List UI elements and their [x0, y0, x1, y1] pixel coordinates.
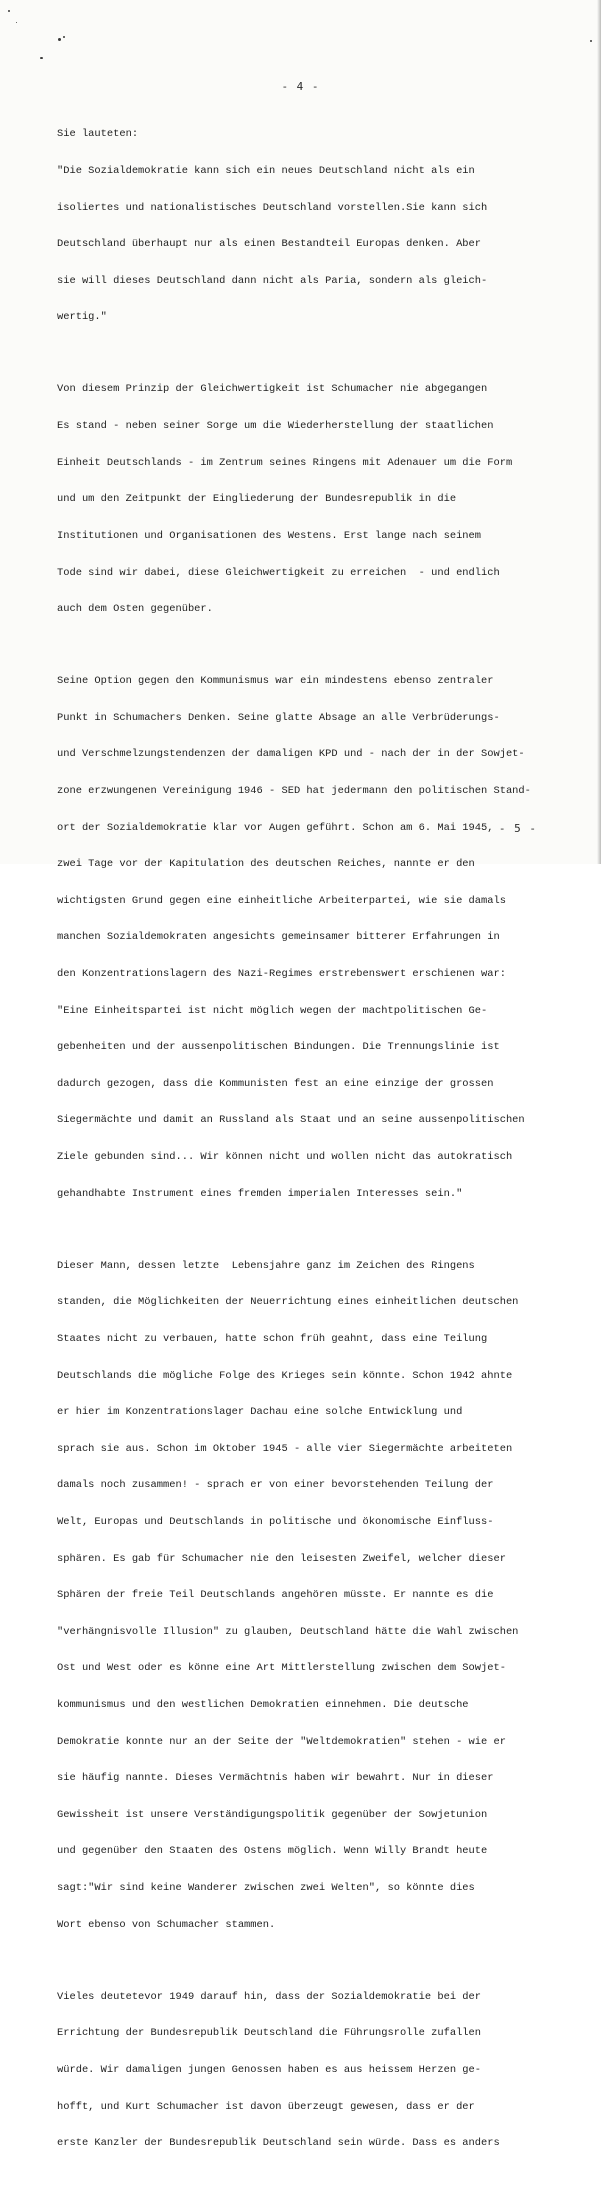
paragraph [57, 359, 587, 640]
text-line: sagt:"Wir sind keine Wanderer zwischen zwei Welten", so könnte dies [57, 1882, 475, 1895]
paragraph [57, 651, 587, 1225]
text-line: Dieser Mann, dessen letzte Lebensjahre ganz im Zeichen des Ringens [57, 1259, 475, 1272]
text-line: gehandhabte Instrument eines fremden imperialen Interesses sein." [57, 1187, 463, 1200]
text-line: Demokratie konnte nur an der Seite der "Weltdemokratien" stehen - wie er [57, 1735, 506, 1748]
text-line: Es stand - neben seiner Sorge um die Wiederherstellung der staatlichen [57, 420, 494, 433]
scan-edge-shadow [597, 0, 601, 864]
scan-speck [8, 10, 10, 12]
text-line: Institutionen und Organisationen des Westens. Erst lange nach seinem [57, 529, 482, 542]
text-line: Gewissheit ist unsere Verständigungspolitik gegenüber der Sowjetunion [57, 1808, 488, 1821]
text-line: Punkt in Schumachers Denken. Seine glatte Absage an alle Verbrüderungs- [57, 711, 500, 724]
text-line: Staates nicht zu verbauen, hatte schon früh geahnt, dass eine Teilung [57, 1332, 488, 1345]
scan-speck [16, 22, 17, 23]
text-line: Deutschland überhaupt nur als einen Bestandteil Europas denken. Aber [57, 238, 482, 251]
page-number: - 4 - [281, 80, 320, 93]
text-line: Welt, Europas und Deutschlands in politische und ökonomische Einfluss- [57, 1515, 494, 1528]
text-line: gebenheiten und der aussenpolitischen Bindungen. Die Trennungslinie ist [57, 1041, 500, 1054]
text-line: Von diesem Prinzip der Gleichwertigkeit ist Schumacher nie abgegangen [57, 383, 488, 396]
text-line: erste Kanzler der Bundesrepublik Deutschland sein würde. Dass es anders [57, 2137, 500, 2150]
text-line: Einheit Deutschlands - im Zentrum seines Ringens mit Adenauer um die Form [57, 456, 513, 469]
text-line: und gegenüber den Staaten des Ostens möglich. Wenn Willy Brandt heute [57, 1845, 488, 1858]
text-line: manchen Sozialdemokraten angesichts gemeinsamer bitterer Erfahrungen in [57, 931, 500, 944]
paragraph [57, 1966, 587, 2173]
text-line: damals noch zusammen! - sprach er von einer bevorstehenden Teilung der [57, 1479, 494, 1492]
text-line: er hier im Konzentrationslager Dachau eine solche Entwicklung und [57, 1406, 463, 1419]
text-line: Tode sind wir dabei, diese Gleichwertigkeit zu erreichen - und endlich [57, 566, 500, 579]
text-line: zone erzwungenen Vereinigung 1946 - SED hat jedermann den politischen Stand- [57, 784, 531, 797]
text-line: wichtigsten Grund gegen eine einheitliche Arbeiterpartei, wie sie damals [57, 894, 506, 907]
text-line: sie will dieses Deutschland dann nicht als Paria, sondern als gleich- [57, 274, 488, 287]
text-line: den Konzentrationslagern des Nazi-Regimes erstrebenswert erschienen war: [57, 968, 506, 981]
next-page-marker: - 5 - [498, 822, 537, 835]
text-line: sprach sie aus. Schon im Oktober 1945 - alle vier Siegermächte arbeiteten [57, 1442, 513, 1455]
paragraph [57, 104, 587, 348]
text-line: Wort ebenso von Schumacher stammen. [57, 1918, 276, 1931]
text-line: auch dem Osten gegenüber. [57, 603, 213, 616]
text-line: Seine Option gegen den Kommunismus war ein mindestens ebenso zentraler [57, 675, 494, 688]
scan-speck [58, 38, 61, 41]
document-body [57, 104, 587, 2185]
text-line: Vieles deutetevor 1949 darauf hin, dass der Sozialdemokratie bei der [57, 1990, 482, 2003]
text-line: "Die Sozialdemokratie kann sich ein neues Deutschland nicht als ein [57, 165, 475, 178]
text-line: isoliertes und nationalistisches Deutschland vorstellen.Sie kann sich [57, 201, 488, 214]
scan-speck [63, 36, 65, 38]
text-line: würde. Wir damaligen jungen Genossen haben es aus heissem Herzen ge- [57, 2063, 482, 2076]
text-line: und Verschmelzungstendenzen der damaligen KPD und - nach der in der Sowjet- [57, 748, 525, 761]
text-line: Ost und West oder es könne eine Art Mittlerstellung zwischen dem Sowjet- [57, 1662, 506, 1675]
scan-speck [40, 57, 43, 59]
text-line: und um den Zeitpunkt der Eingliederung der Bundesrepublik in die [57, 493, 457, 506]
text-line: sphären. Es gab für Schumacher nie den leisesten Zweifel, welcher dieser [57, 1552, 506, 1565]
paragraph [57, 1235, 587, 1955]
text-line: dadurch gezogen, dass die Kommunisten fest an eine einzige der grossen [57, 1077, 494, 1090]
text-line: ort der Sozialdemokratie klar vor Augen geführt. Schon am 6. Mai 1945, [57, 821, 494, 834]
text-line: "verhängnisvolle Illusion" zu glauben, Deutschland hätte die Wahl zwischen [57, 1625, 519, 1638]
text-line: Ziele gebunden sind... Wir können nicht und wollen nicht das autokratisch [57, 1151, 513, 1164]
text-line: hofft, und Kurt Schumacher ist davon überzeugt gewesen, dass er der [57, 2100, 475, 2113]
text-line: zwei Tage vor der Kapitulation des deutschen Reiches, nannte er den [57, 858, 475, 871]
text-line: "Eine Einheitspartei ist nicht möglich wegen der machtpolitischen Ge- [57, 1004, 488, 1017]
text-line: Siegermächte und damit an Russland als Staat und an seine aussenpolitischen [57, 1114, 525, 1127]
text-line: standen, die Möglichkeiten der Neuerrichtung eines einheitlichen deutschen [57, 1296, 519, 1309]
text-line: Errichtung der Bundesrepublik Deutschland die Führungsrolle zufallen [57, 2027, 482, 2040]
text-line: sie häufig nannte. Dieses Vermächtnis haben wir bewahrt. Nur in dieser [57, 1772, 494, 1785]
text-line: Deutschlands die mögliche Folge des Krieges sein könnte. Schon 1942 ahnte [57, 1369, 513, 1382]
text-line: kommunismus und den westlichen Demokratien einnehmen. Die deutsche [57, 1699, 469, 1711]
scan-speck [590, 40, 592, 42]
text-line: Sphären der freie Teil Deutschlands angehören müsste. Er nannte es die [57, 1589, 494, 1602]
text-line: wertig." [57, 311, 107, 324]
text-line: Sie lauteten: [57, 128, 139, 141]
